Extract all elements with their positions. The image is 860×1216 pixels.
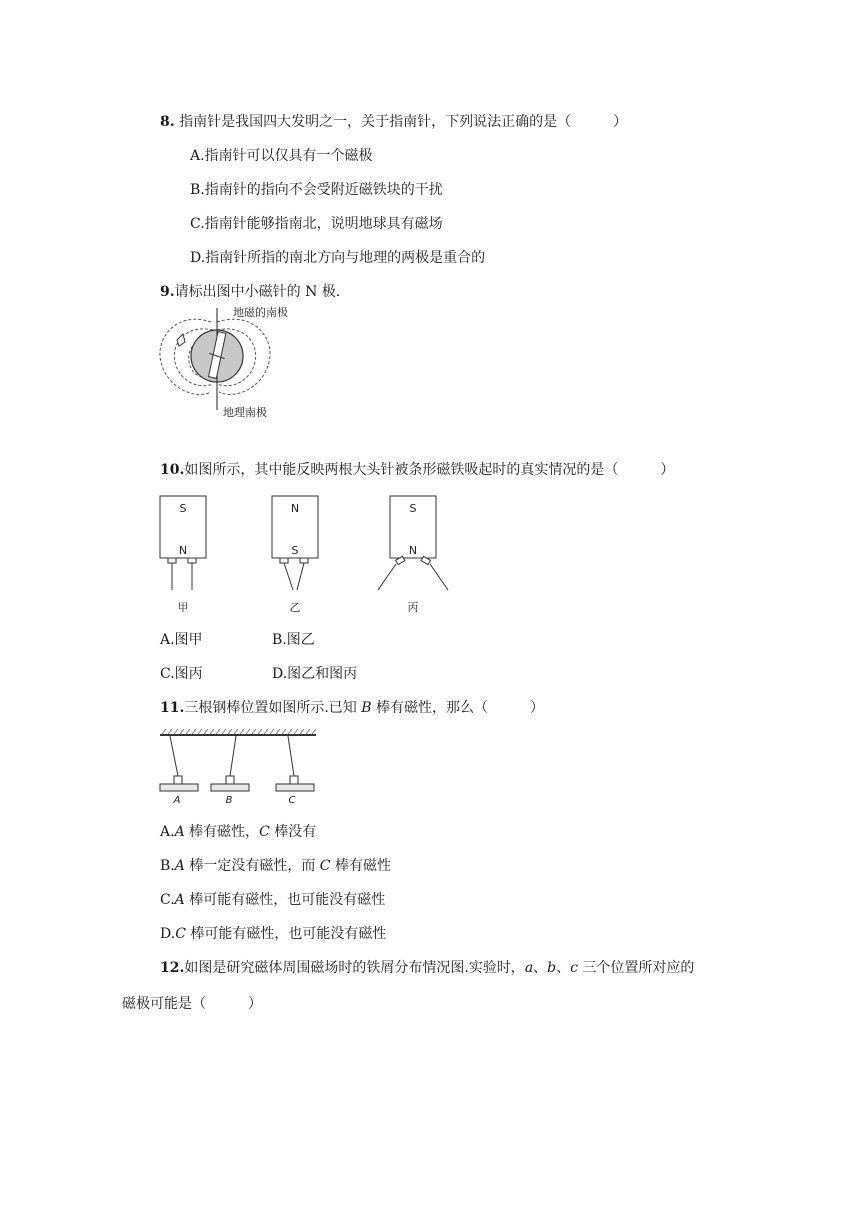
question-text: 请标出图中小磁针的 N 极. (174, 284, 341, 300)
variable: a (524, 960, 534, 976)
question-number: 11. (160, 700, 185, 716)
question-9-stem (160, 282, 340, 302)
question-10-option-c: C.图丙 (160, 666, 203, 682)
question-11-option-a: A.A 棒有磁性，C 棒没有 (160, 824, 317, 840)
label-geographic-south: 地理南极 (223, 406, 267, 419)
question-8-stem (160, 112, 627, 132)
question-12-stem-line-1: 12.如图是研究磁体周围磁场时的铁屑分布情况图.实验时，a、b、c 三个位置所对应的 (160, 960, 695, 976)
variable: c (570, 960, 578, 976)
bar-magnet-pins-figure (150, 490, 470, 620)
steel-bar-b (211, 736, 249, 806)
magnet-jia (160, 496, 206, 614)
question-number: 9. (160, 284, 175, 300)
figure-caption: 乙 (289, 601, 301, 614)
magnet-yi (272, 496, 318, 614)
three-steel-bars-figure (158, 728, 322, 810)
pole-label: N (290, 502, 300, 515)
bar-label: A (173, 795, 181, 806)
variable: B (361, 700, 372, 716)
question-number: 8. (160, 114, 175, 130)
question-8-option-c: C.指南针能够指南北，说明地球具有磁场 (190, 216, 443, 232)
question-text: 三个位置所对应的 (577, 960, 695, 976)
variable: b (547, 960, 557, 976)
figure-caption: 丙 (407, 601, 419, 614)
question-text: 指南针是我国四大发明之一，关于指南针，下列说法正确的是（ ） (179, 114, 628, 130)
small-compass-needle (177, 334, 185, 346)
pole-label: S (291, 544, 299, 557)
earth-magnetic-field-figure (155, 300, 315, 425)
ceiling-hatch (162, 729, 316, 734)
question-11-option-c: C.A 棒可能有磁性，也可能没有磁性 (160, 892, 386, 908)
question-text: 棒有磁性，那么（ ） (371, 700, 545, 716)
magnet-bing (378, 496, 448, 614)
question-11-option-b: B.A 棒一定没有磁性，而 C 棒有磁性 (160, 858, 391, 874)
question-8-option-a: A.指南针可以仅具有一个磁极 (190, 148, 373, 164)
steel-bar-a (160, 736, 198, 806)
pole-label: N (178, 544, 188, 557)
question-text: 如图所示，其中能反映两根大头针被条形磁铁吸起时的真实情况的是（ ） (184, 462, 675, 478)
question-10-option-a: A.图甲 (160, 632, 203, 648)
pole-label: S (409, 502, 417, 515)
question-11-option-d: D.C 棒可能有磁性，也可能没有磁性 (160, 926, 387, 942)
question-number: 10. (160, 462, 185, 478)
question-10-option-d: D.图乙和图丙 (272, 666, 358, 682)
pole-label: N (408, 544, 418, 557)
question-8-option-d: D.指南针所指的南北方向与地理的两极是重合的 (190, 250, 486, 266)
question-12-stem-line-2: 磁极可能是（ ） (122, 996, 262, 1012)
bar-label: C (288, 795, 296, 806)
question-number: 12. (160, 960, 185, 976)
bar-label: B (225, 795, 233, 806)
question-10-option-b: B.图乙 (272, 632, 315, 648)
question-10-stem (160, 460, 674, 480)
pole-label: S (179, 502, 187, 515)
question-11-stem (160, 698, 544, 718)
steel-bar-c (276, 736, 314, 806)
figure-caption: 甲 (177, 601, 189, 614)
label-geomagnetic-south: 地磁的南极 (233, 306, 288, 319)
question-text: 如图是研究磁体周围磁场时的铁屑分布情况图.实验时， (184, 960, 525, 976)
question-text: 三根钢棒位置如图所示.已知 (184, 700, 362, 716)
question-8-option-b: B.指南针的指向不会受附近磁铁块的干扰 (190, 182, 443, 198)
